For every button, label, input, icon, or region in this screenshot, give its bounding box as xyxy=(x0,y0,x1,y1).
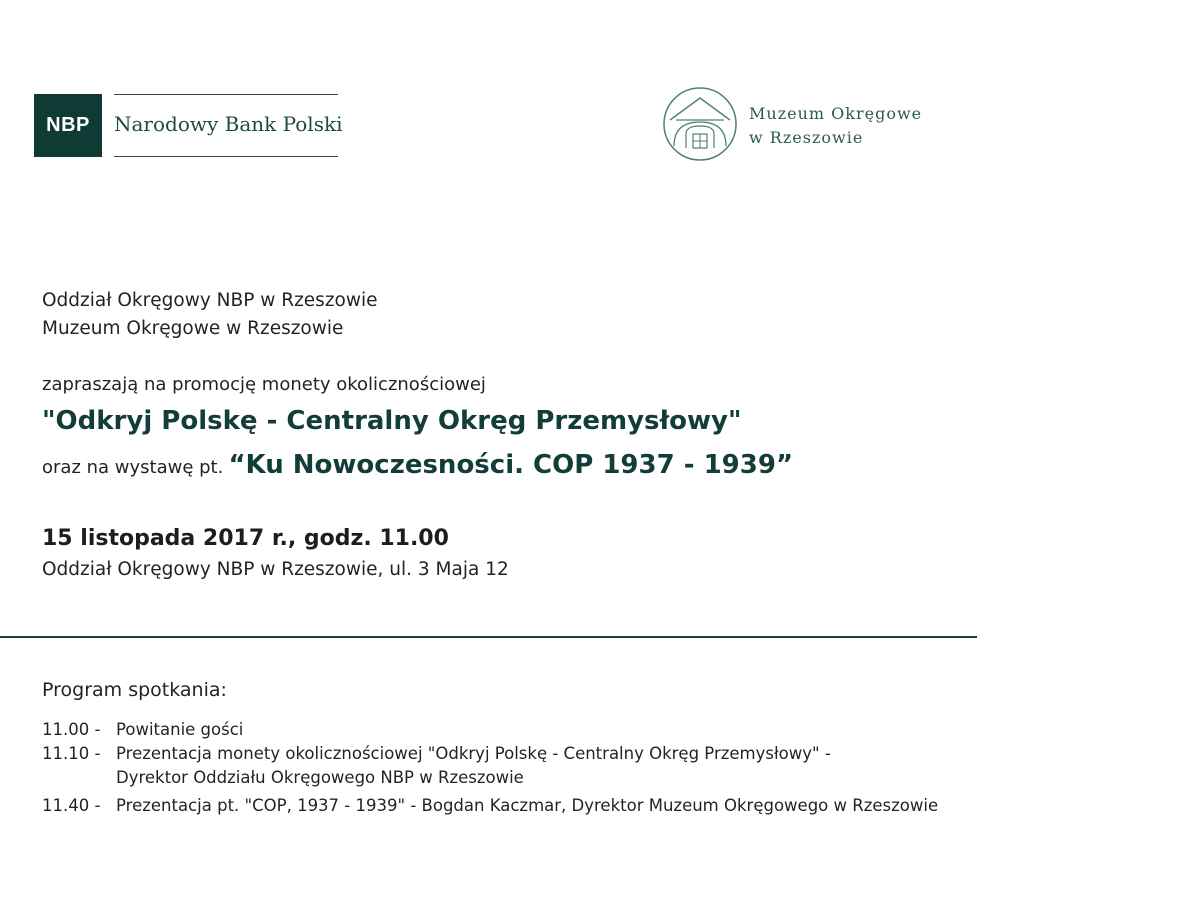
exhibition-prefix: oraz na wystawę pt. xyxy=(42,457,224,478)
section-divider xyxy=(0,636,977,638)
program-item-time: 11.00 - xyxy=(42,720,101,739)
program-item-desc: Prezentacja monety okolicznościowej "Odkryj Polskę - Centralny Okręg Przemysłowy" - xyxy=(116,744,831,763)
museum-logo-text xyxy=(749,102,922,150)
program-item-time: 11.40 - xyxy=(42,796,101,815)
program-item-desc: Prezentacja pt. "COP, 1937 - 1939" - Bogdan Kaczmar, Dyrektor Muzeum Okręgowego w Rzeszowie xyxy=(116,796,939,815)
museum-logo-line1: Muzeum Okręgowe xyxy=(749,104,923,123)
program-item xyxy=(42,718,962,742)
program-item xyxy=(42,794,962,818)
exhibition-title: “Ku Nowoczesności. COP 1937 - 1939” xyxy=(228,450,794,480)
nbp-logo-mark: NBP xyxy=(34,94,102,157)
coin-title: "Odkryj Polskę - Centralny Okręg Przemysłowy" xyxy=(42,406,742,436)
event-date: 15 listopada 2017 r., godz. 11.00 xyxy=(42,526,449,551)
museum-emblem-icon xyxy=(662,86,738,162)
event-address: Oddział Okręgowy NBP w Rzeszowie, ul. 3 Maja 12 xyxy=(42,559,509,580)
program-item xyxy=(42,742,962,790)
exhibition-line xyxy=(42,450,793,480)
organizer-muzeum: Muzeum Okręgowe w Rzeszowie xyxy=(42,318,344,339)
museum-logo-line2: w Rzeszowie xyxy=(749,128,864,147)
nbp-logo-top-rule xyxy=(114,94,338,95)
invitation-intro: zapraszają na promocję monety okolicznościowej xyxy=(42,374,486,395)
program-heading: Program spotkania: xyxy=(42,679,227,701)
program-item-desc-cont: Dyrektor Oddziału Okręgowego NBP w Rzeszowie xyxy=(116,768,524,787)
program-item-time: 11.10 - xyxy=(42,744,101,763)
program-item-desc: Powitanie gości xyxy=(116,720,244,739)
nbp-logo-bottom-rule xyxy=(114,156,338,157)
nbp-logo-name: Narodowy Bank Polski xyxy=(114,112,343,136)
organizer-nbp: Oddział Okręgowy NBP w Rzeszowie xyxy=(42,290,378,311)
